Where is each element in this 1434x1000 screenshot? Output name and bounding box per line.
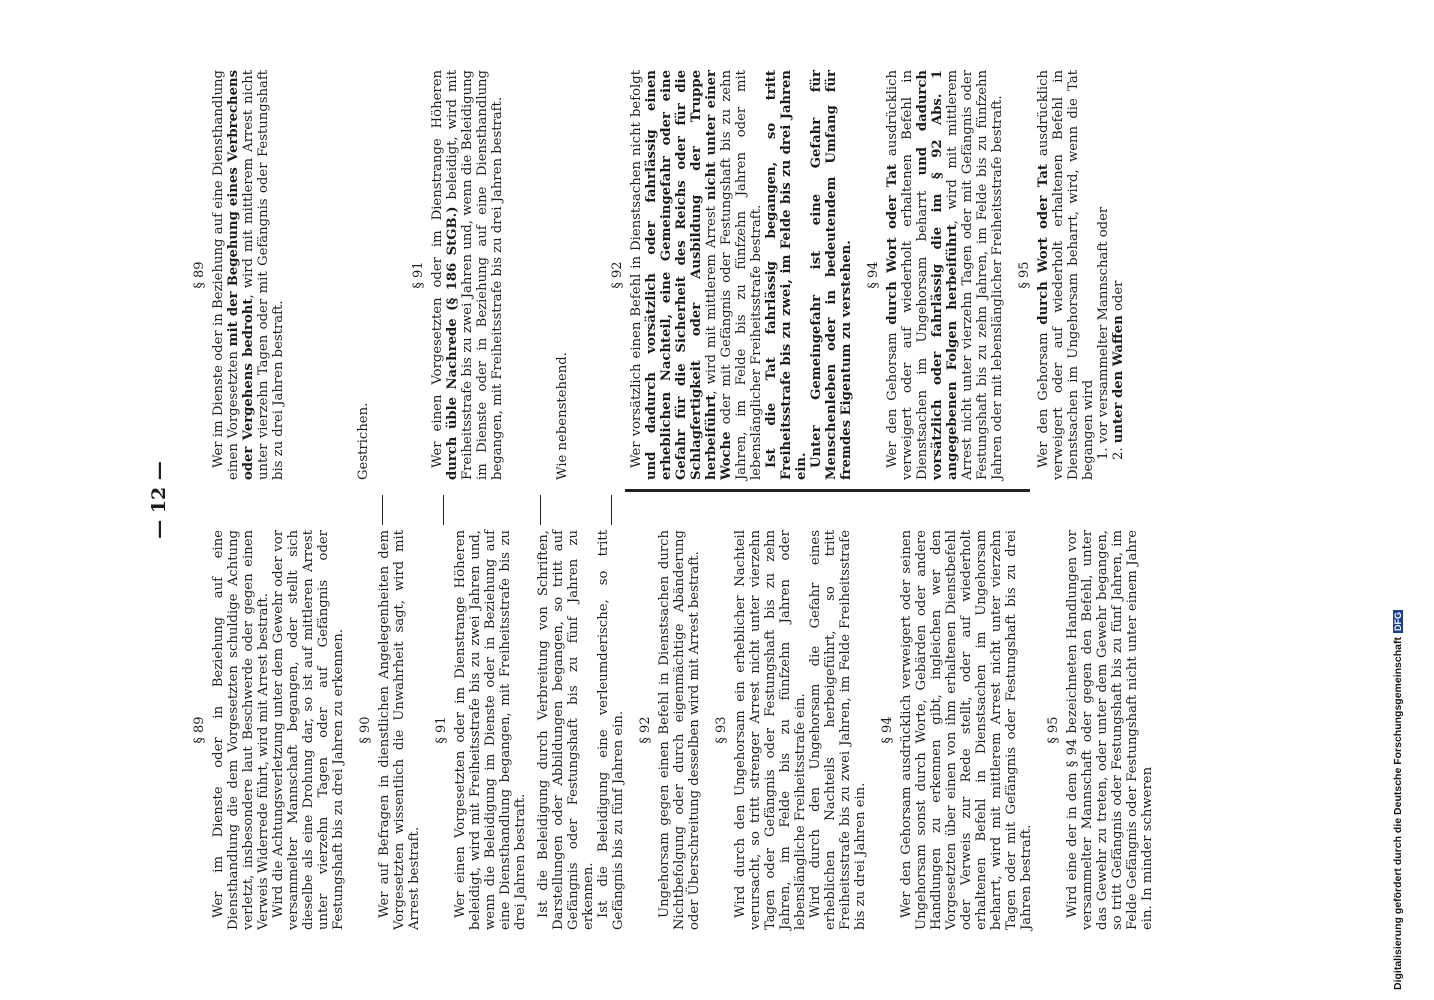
dfg-logo: DFG [1393, 612, 1403, 632]
paragraph: Ist die Tat fahrlässig begangen, so tritt Freiheitsstrafe bis zu zwei, im Felde bis zu drei Jahren ein. [764, 70, 809, 480]
column-rule [625, 489, 1030, 492]
right-column [180, 70, 1126, 480]
page-number: — 12 — [148, 461, 170, 539]
section-heading: § 90 [358, 716, 373, 744]
bracket-divider [540, 495, 612, 525]
paragraph: Ist die Beleidigung durch Verbreitung von Schriften, Darstellungen oder Abbildungen begangen, so tritt auf Gefängnis oder Festungshaft bis zu fünf Jahren zu erkennen. [536, 530, 596, 930]
section-heading: § 92 [610, 261, 625, 289]
paragraph: Wer einen Vorgesetzten oder im Dienstrange Höheren durch üble Nachrede (§ 186 StGB.) beleidigt, wird mit Freiheitsstrafe bis zu zwei Jahren und, wenn die Beleidigung im Dienste oder in Beziehung auf eine Diensthandlung begangen, mit Freiheitsstrafe bis zu drei Jahren bestraft. [430, 70, 505, 480]
section-heading: § 94 [880, 716, 895, 744]
paragraph-struck: Gestrichen. [356, 402, 371, 480]
bracket-divider [382, 495, 444, 525]
paragraph: Wer einen Vorgesetzten oder im Dienstrange Höheren beleidigt, wird mit Freiheitsstrafe bis zu zwei Jahren und, wenn die Beleidigung im Dienste oder in Beziehung auf eine Diensthandlung begangen, mit Freiheitsstrafe bis zu drei Jahren bestraft. [453, 530, 528, 930]
section-heading: § 91 [434, 716, 449, 744]
paragraph: Wird durch den Ungehorsam ein erheblicher Nachteil verursacht, so tritt strenger Arrest nicht unter vierzehn Tagen oder Gefängnis oder Festungshaft bis zu zehn Jahren, im Felde bis zu fünfzehn Jahren oder lebenslängliche Freiheitsstrafe ein. [733, 530, 808, 930]
section-heading: § 91 [411, 261, 426, 289]
list-item: 2. unter den Waffen oder [1111, 280, 1126, 460]
section-heading: § 95 [1046, 716, 1061, 744]
paragraph: Ist die Beleidigung eine verleumderische, so tritt Gefängnis bis zu fünf Jahren ein. [596, 530, 626, 930]
rotated-page-content [120, 50, 1155, 950]
section-heading: § 95 [1017, 261, 1032, 289]
paragraph: Wer den Gehorsam durch Wort oder Tat ausdrücklich verweigert oder auf wiederholt erhaltenen Befehl in Dienstsachen im Ungehorsam beharrt und dadurch vorsätzlich oder fahrlässig die im § 92 Abs. 1 angegebenen Folgen herbeiführt, wird mit mittlerem Arrest nicht unter vierzehn Tagen oder mit Gefängnis oder Festungshaft bis zu zehn Jahren, im Felde bis zu fünfzehn Jahren oder mit lebenslänglicher Freiheitsstrafe bestraft. [885, 69, 1005, 480]
section-heading: § 89 [192, 261, 207, 289]
paragraph: Wird durch den Ungehorsam die Gefahr eines erheblichen Nachteils herbeigeführt, so tritt Freiheitsstrafe bis zu zwei Jahren, im Felde Freiheitsstrafe bis zu drei Jahren ein. [808, 530, 868, 930]
paragraph: Wer im Dienste oder in Beziehung auf eine Diensthandlung einen Vorgesetzten mit der Begehung eines Verbrechens oder Vergehens bedroht, wird mit mittlerem Arrest nicht unter vierzehn Tagen oder mit Gefängnis oder Festungshaft bis zu drei Jahren bestraft. [211, 70, 286, 480]
paragraph: Wer auf Befragen in dienstlichen Angelegenheiten dem Vorgesetzten wissentlich die Unwahrheit sagt, wird mit Arrest bestraft. [377, 530, 422, 930]
paragraph: Wird eine der in dem § 94 bezeichneten Handlungen vor versammelter Mannschaft oder gegen den Befehl, unter das Gewehr zu treten, oder unter dem Gewehr begangen, so tritt Gefängnis oder Festungshaft bis zu fünf Jahren, im Felde Gefängnis oder Festungshaft nicht unter einem Jahre ein. In minder schweren [1065, 530, 1155, 930]
paragraph: Wer den Gehorsam ausdrücklich verweigert oder seinen Ungehorsam sonst durch Worte, Gebärden oder andere Handlungen zu erkennen gibt, ingleichen wer den Vorgesetzten über einen von ihm erhaltenen Dienstbefehl oder Verweis zur Rede stellt, oder auf wiederholt erhaltenen Befehl in Dienstsachen im Ungehorsam beharrt, wird mit mittlerem Arrest nicht unter vierzehn Tagen oder mit Gefängnis oder Festungshaft bis zu drei Jahren bestraft. [899, 530, 1034, 930]
credit-text: Digitalisierung gefördert durch die Deutsche Forschungsgemeinschaft [1392, 637, 1404, 990]
left-column [180, 530, 1155, 930]
section-heading: § 94 [866, 261, 881, 289]
section-heading: § 89 [192, 716, 207, 744]
paragraph: Ungehorsam gegen einen Befehl in Dienstsachen durch Nichtbefolgung oder durch eigenmächtige Abänderung oder Überschreitung desselben wird mit Arrest bestraft. [657, 530, 702, 930]
paragraph: Wird die Achtungsverletzung unter dem Gewehr oder vor versammelter Mannschaft begangen, oder stellt sich dieselbe als eine Drohung dar, so ist auf mittleren Arrest unter vierzehn Tagen oder auf Gefängnis oder Festungshaft bis zu drei Jahren zu erkennen. [271, 530, 346, 930]
paragraph: Wer vorsätzlich einen Befehl in Dienstsachen nicht befolgt und dadurch vorsätzlich oder fahrlässig einen erheblichen Nachteil, eine Gemeingefahr oder eine Gefahr für die Sicherheit des Reichs oder für die Schlagfertigkeit oder Ausbildung der Truppe herbeiführt, wird mit mittlerem Arrest nicht unter einer Woche oder mit Gefängnis oder Festungshaft bis zu zehn Jahren, im Felde bis zu fünfzehn Jahren oder mit lebenslänglicher Freiheitsstrafe bestraft. [629, 69, 764, 480]
paragraph: Wer im Dienste oder in Beziehung auf eine Diensthandlung die dem Vorgesetzten schuldige Achtung verletzt, insbesondere laut Beschwerde oder gegen einen Verweis Widerrede führt, wird mit Arrest bestraft. [211, 530, 271, 930]
paragraph: Wer den Gehorsam durch Wort oder Tat ausdrücklich verweigert oder auf wiederholt erhaltenen Befehl in Dienstsachen im Ungehorsam beharrt, wird, wenn die Tat begangen wird [1036, 70, 1096, 480]
paragraph-note: Wie nebenstehend. [555, 352, 570, 480]
list-item: 1. vor versammelter Mannschaft oder [1096, 206, 1111, 460]
section-heading: § 93 [714, 716, 729, 744]
paragraph: Unter Gemeingefahr ist eine Gefahr für Menschenleben oder in bedeutendem Umfang für fremdes Eigentum zu verstehen. [809, 70, 854, 480]
digitization-credit [1392, 10, 1404, 990]
section-heading: § 92 [638, 716, 653, 744]
